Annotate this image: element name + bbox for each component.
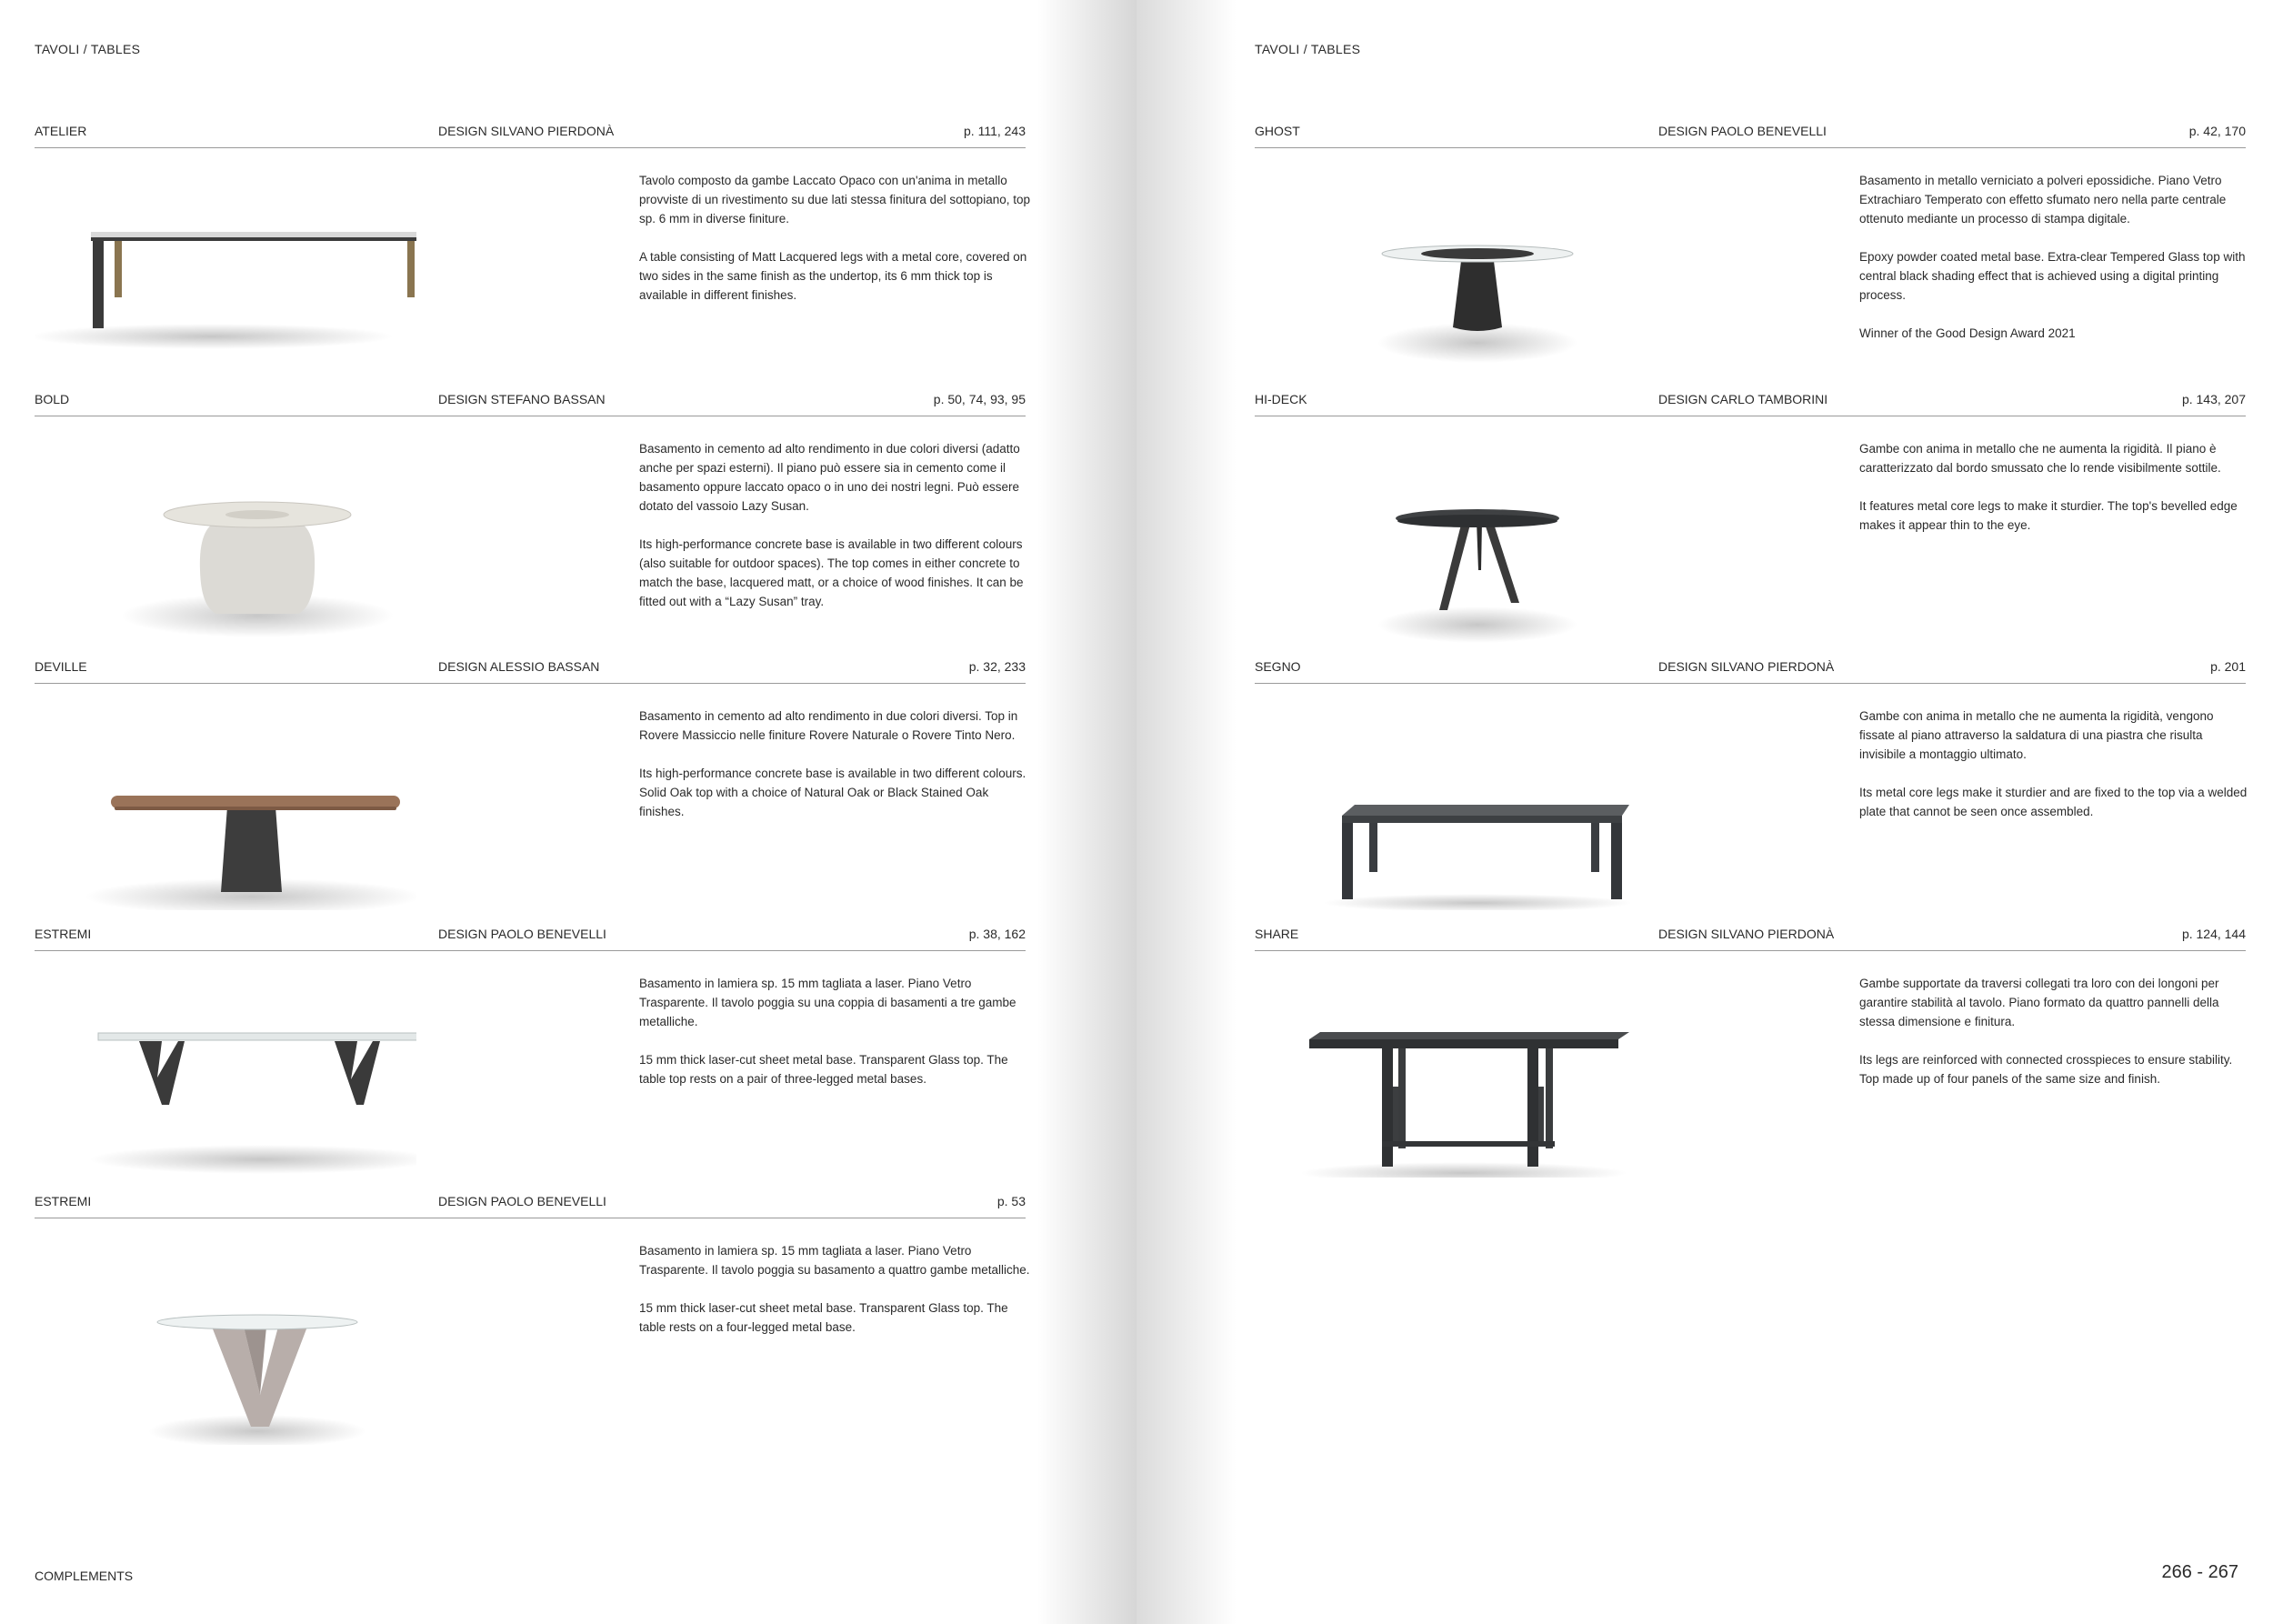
description-italian: Basamento in lamiera sp. 15 mm tagliata a laser. Piano Vetro Trasparente. Il tavolo poggia su una coppia di basamenti a tre gambe metalliche.	[639, 977, 1016, 1028]
description-italian: Basamento in metallo verniciato a polveri epossidiche. Piano Vetro Extrachiaro Temperato con effetto sfumato nero nella parte centrale ottenuto mediante un processo di stampa digitale.	[1859, 174, 2227, 226]
section-title: TAVOLI / TABLES	[1255, 42, 1361, 56]
product-description	[639, 1241, 1030, 1356]
section-title: TAVOLI / TABLES	[35, 42, 141, 56]
entry-header	[1255, 914, 2246, 951]
product-pages: p. 201	[2210, 659, 2246, 674]
bold-table-image	[35, 434, 416, 643]
entry-header	[1255, 647, 2246, 684]
footer-section-label: COMPLEMENTS	[35, 1569, 134, 1583]
left-page	[0, 0, 1136, 1624]
product-pages: p. 38, 162	[968, 927, 1026, 941]
product-description	[1859, 171, 2250, 362]
description-english: Its legs are reinforced with connected crosspieces to ensure stability. Top made up of four panels of the same size and finish.	[1859, 1053, 2233, 1086]
book-gutter-shadow	[1136, 0, 1237, 1624]
product-designer: DESIGN PAOLO BENEVELLI	[438, 927, 606, 941]
description-english: Its high-performance concrete base is available in two different colours. Solid Oak top with a choice of Natural Oak or Black Stained Oak finishes.	[639, 767, 1026, 818]
product-description	[639, 707, 1030, 840]
deville-table-image	[35, 701, 416, 910]
product-pages: p. 32, 233	[968, 659, 1026, 674]
description-italian: Basamento in cemento ad alto rendimento in due colori diversi. Top in Rovere Massiccio nelle finiture Rovere Naturale o Rovere Tinto Nero.	[639, 709, 1018, 742]
product-name: ESTREMI	[35, 1194, 92, 1208]
atelier-table-image	[35, 165, 416, 375]
product-name: SEGNO	[1255, 659, 1301, 674]
product-description	[1859, 439, 2250, 554]
product-name: DEVILLE	[35, 659, 87, 674]
product-designer: DESIGN SILVANO PIERDONÀ	[1658, 659, 1835, 674]
description-english: Epoxy powder coated metal base. Extra-clear Tempered Glass top with central black shading effect that is achieved using a digital printing process.	[1859, 250, 2246, 302]
product-description	[1859, 974, 2250, 1108]
page-numbers: 266 - 267	[2161, 1562, 2238, 1582]
product-designer: DESIGN SILVANO PIERDONÀ	[1658, 927, 1835, 941]
estremi-table-image	[35, 968, 416, 1178]
description-italian: Gambe supportate da traversi collegati tra loro con dei longoni per garantire stabilità al tavolo. Piano formato da quattro pannelli della stessa dimensione e finitura.	[1859, 977, 2219, 1028]
product-description	[1859, 707, 2250, 840]
product-name: ESTREMI	[35, 927, 92, 941]
product-name: GHOST	[1255, 124, 1300, 138]
description-italian: Gambe con anima in metallo che ne aumenta la rigidità, vengono fissate al piano attraverso la saldatura di una piastra che risulta invisibile a montaggio ultimato.	[1859, 709, 2214, 761]
entry-header	[1255, 111, 2246, 148]
estremi-round-table-image	[35, 1236, 416, 1445]
description-italian: Gambe con anima in metallo che ne aumenta la rigidità. Il piano è caratterizzato dal bordo smussato che lo rende visibilmente sottile.	[1859, 442, 2221, 475]
share-table-image	[1255, 968, 1637, 1178]
description-italian: Basamento in lamiera sp. 15 mm tagliata a laser. Piano Vetro Trasparente. Il tavolo poggia su basamento a quattro gambe metalliche.	[639, 1244, 1030, 1277]
entry-header	[35, 111, 1026, 148]
product-description	[639, 439, 1030, 630]
award-note: Winner of the Good Design Award 2021	[1859, 326, 2076, 340]
entry-header	[35, 647, 1026, 684]
description-english: Its metal core legs make it sturdier and are fixed to the top via a welded plate that cannot be seen once assembled.	[1859, 786, 2248, 818]
entry-header	[35, 914, 1026, 951]
product-pages: p. 124, 144	[2181, 927, 2246, 941]
right-page	[1136, 0, 2273, 1624]
product-pages: p. 50, 74, 93, 95	[933, 392, 1026, 406]
product-designer: DESIGN PAOLO BENEVELLI	[438, 1194, 606, 1208]
product-designer: DESIGN SILVANO PIERDONÀ	[438, 124, 615, 138]
description-italian: Tavolo composto da gambe Laccato Opaco con un'anima in metallo provviste di un rivestimento su due lati stessa finitura del sottopiano, top sp. 6 mm in diverse finiture.	[639, 174, 1030, 226]
description-italian: Basamento in cemento ad alto rendimento in due colori diversi (adatto anche per spazi esterni). Il piano può essere sia in cemento come il basamento oppure laccato opaco o in uno dei nostri legni. Può essere dotato del vassoio Lazy Susan.	[639, 442, 1020, 513]
product-designer: DESIGN ALESSIO BASSAN	[438, 659, 600, 674]
product-pages: p. 111, 243	[964, 124, 1026, 138]
product-description	[639, 974, 1030, 1108]
description-english: A table consisting of Matt Lacquered legs with a metal core, covered on two sides in the same finish as the undertop, its 6 mm thick top is available in different finishes.	[639, 250, 1027, 302]
description-english: It features metal core legs to make it sturdier. The top's bevelled edge makes it appear thin to the eye.	[1859, 499, 2238, 532]
entry-header	[35, 1181, 1026, 1218]
entry-header	[35, 379, 1026, 416]
product-name: BOLD	[35, 392, 70, 406]
entry-header	[1255, 379, 2246, 416]
description-english: 15 mm thick laser-cut sheet metal base. Transparent Glass top. The table top rests on a pair of three-legged metal bases.	[639, 1053, 1008, 1086]
product-designer: DESIGN CARLO TAMBORINI	[1658, 392, 1828, 406]
product-name: SHARE	[1255, 927, 1299, 941]
description-english: 15 mm thick laser-cut sheet metal base. Transparent Glass top. The table rests on a four-legged metal base.	[639, 1301, 1008, 1334]
product-name: HI-DECK	[1255, 392, 1307, 406]
product-designer: DESIGN PAOLO BENEVELLI	[1658, 124, 1827, 138]
product-pages: p. 42, 170	[2188, 124, 2246, 138]
product-designer: DESIGN STEFANO BASSAN	[438, 392, 606, 406]
product-pages: p. 143, 207	[2181, 392, 2246, 406]
ghost-table-image	[1255, 165, 1637, 375]
product-description	[639, 171, 1030, 324]
book-gutter-shadow	[1036, 0, 1136, 1624]
product-pages: p. 53	[996, 1194, 1026, 1208]
product-name: ATELIER	[35, 124, 87, 138]
description-english: Its high-performance concrete base is available in two different colours (also suitable for outdoor spaces). The top comes in either concrete to match the base, lacquered matt, or a choice of wood finishes. It can be fitted out with a “Lazy Susan” tray.	[639, 537, 1024, 608]
segno-table-image	[1255, 701, 1637, 910]
hi-deck-table-image	[1255, 434, 1637, 643]
